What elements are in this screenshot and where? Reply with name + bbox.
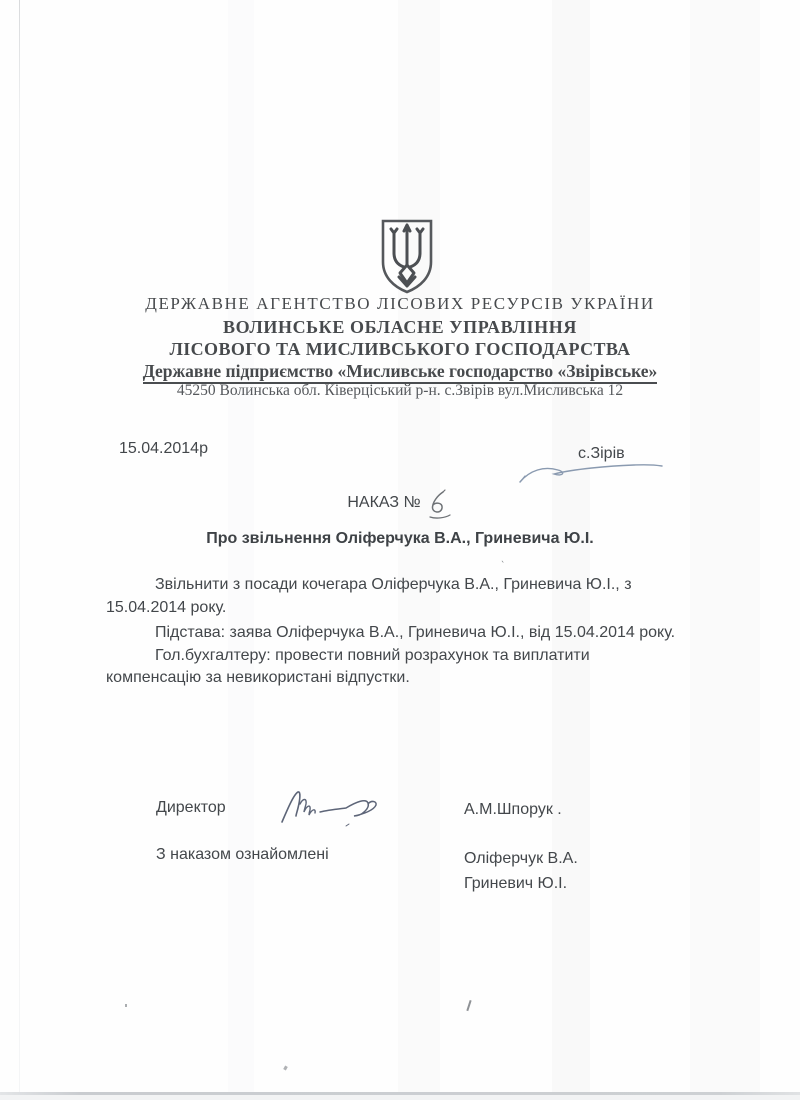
director-name: А.М.Шпорук . xyxy=(464,801,562,818)
order-number-line xyxy=(0,487,800,519)
pen-squiggle-mark xyxy=(516,458,666,490)
scan-speck xyxy=(466,1000,472,1012)
scan-noise-stripe xyxy=(690,0,760,1100)
order-title: Про звільнення Оліферчука В.А., Гриневича Ю.І. xyxy=(206,530,594,547)
ukraine-trident-emblem-icon xyxy=(379,218,435,294)
director-label: Директор xyxy=(156,799,226,816)
scan-speck: ` xyxy=(498,559,505,573)
scan-speck xyxy=(125,1004,127,1007)
scan-bottom-shadow xyxy=(0,1095,800,1100)
acknowledged-label: З наказом ознайомлені xyxy=(156,846,329,863)
enterprise-address: 45250 Волинська обл. Ківерціський р-н. с.Звірів вул.Мисливська 12 xyxy=(176,382,624,399)
management-name-line1: ВОЛИНСЬКЕ ОБЛАСНЕ УПРАВЛІННЯ xyxy=(223,317,577,337)
scan-noise-stripe xyxy=(552,0,590,1100)
document-date: 15.04.2014р xyxy=(119,440,208,457)
management-name-line2: ЛІСОВОГО ТА МИСЛИВСЬКОГО ГОСПОДАРСТВА xyxy=(169,339,631,359)
director-signature-mark xyxy=(276,780,406,832)
agency-name: ДЕРЖАВНЕ АГЕНТСТВО ЛІСОВИХ РЕСУРСІВ УКРАЇНИ xyxy=(145,294,655,313)
scan-noise-stripe xyxy=(228,0,254,1100)
document-place: с.Зірів xyxy=(578,445,625,462)
order-body-line: компенсацію за невикористані відпустки. xyxy=(106,669,410,686)
scan-speck xyxy=(283,1066,288,1071)
acknowledged-name: Гриневич Ю.І. xyxy=(464,875,568,892)
enterprise-name xyxy=(0,361,800,382)
order-body-line: Гол.бухгалтеру: провести повний розрахунок та виплатити xyxy=(155,647,590,664)
scan-left-edge xyxy=(19,0,20,1100)
scan-noise-stripe xyxy=(398,0,440,1100)
handwritten-order-number xyxy=(427,488,453,520)
order-body-line: 15.04.2014 року. xyxy=(106,599,227,616)
acknowledged-name: Оліферчук В.А. xyxy=(464,850,578,867)
order-label: НАКАЗ № xyxy=(347,494,421,512)
order-body-line: Звільнити з посади кочегара Оліферчука В.А., Гриневича Ю.І., з xyxy=(155,576,632,593)
order-body-line: Підстава: заява Оліферчука В.А., Гриневича Ю.І., від 15.04.2014 року. xyxy=(155,624,676,641)
enterprise-name-text: Державне підприємство «Мисливське господарство «Звірівське» xyxy=(143,361,658,384)
